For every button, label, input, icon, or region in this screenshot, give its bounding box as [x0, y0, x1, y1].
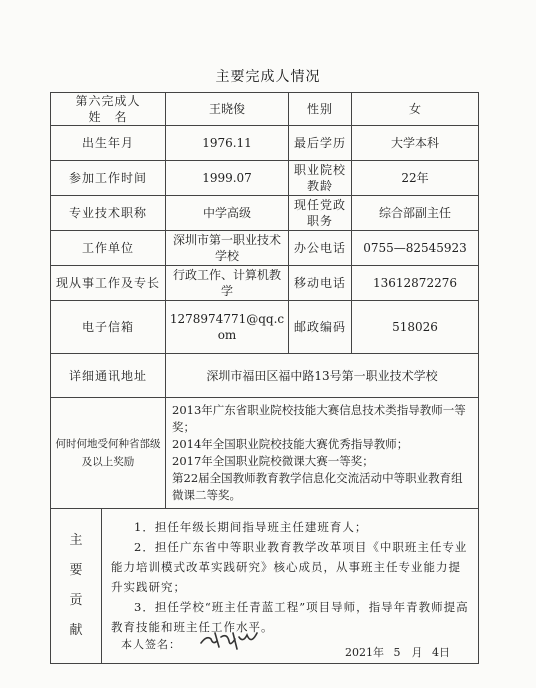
awards-label: 何时何地受何种省部级及以上奖励	[51, 398, 166, 509]
professional-title-value: 中学高级	[166, 196, 289, 231]
zip-label: 邮政编码	[289, 301, 352, 354]
teaching-years-value: 22年	[352, 161, 479, 196]
work-unit-value: 深圳市第一职业技术学校	[166, 231, 289, 266]
row-unit	[51, 231, 479, 266]
contribution-cell	[51, 509, 479, 664]
row-name	[51, 93, 479, 126]
row-email	[51, 301, 479, 354]
current-job-value: 行政工作、计算机教学	[166, 266, 289, 301]
mobile-value: 13612872276	[352, 266, 479, 301]
name-value: 王晓俊	[166, 93, 289, 126]
row-job	[51, 266, 479, 301]
sex-value: 女	[352, 93, 479, 126]
row-awards	[51, 398, 479, 509]
contribution-label-box	[51, 509, 102, 663]
email-value: 1278974771@qq.com	[166, 301, 289, 354]
birth-label: 出生年月	[51, 126, 166, 161]
contribution-item: 3．担任学校“班主任青蓝工程”项目导师，指导年青教师提高教育技能和班主任工作水平。	[111, 600, 469, 634]
work-unit-label: 工作单位	[51, 231, 166, 266]
work-start-value: 1999.07	[166, 161, 289, 196]
mobile-label: 移动电话	[289, 266, 352, 301]
education-label: 最后学历	[289, 126, 352, 161]
row-title	[51, 196, 479, 231]
party-post-label: 现任党政职务	[289, 196, 352, 231]
email-label: 电子信箱	[51, 301, 166, 354]
sex-label: 性别	[289, 93, 352, 126]
row-birth	[51, 126, 479, 161]
award-item: 第22届全国教师教育教学信息化交流活动中等职业教育组微课二等奖。	[172, 471, 463, 502]
info-table	[50, 92, 479, 664]
contribution-body	[101, 509, 478, 663]
rank-label: 第六完成人	[75, 94, 141, 108]
name-label-cell	[51, 93, 166, 126]
sign-date: 2021年 5 月 4日	[345, 646, 450, 659]
form-title: 主要完成人情况	[215, 69, 321, 85]
row-contribution	[51, 509, 479, 664]
award-item: 2017年全国职业院校微课大赛一等奖；	[172, 454, 374, 468]
birth-value: 1976.11	[166, 126, 289, 161]
handwritten-signature	[199, 629, 261, 651]
office-phone-value: 0755—82545923	[352, 231, 479, 266]
award-item: 2014年全国职业院校技能大赛优秀指导教师；	[172, 437, 409, 451]
address-label: 详细通讯地址	[51, 354, 166, 398]
contribution-text	[111, 517, 470, 637]
signature-label: 本人签名：	[121, 638, 181, 651]
address-value: 深圳市福田区福中路13号第一职业技术学校	[166, 354, 479, 398]
zip-value: 518026	[352, 301, 479, 354]
professional-title-label: 专业技术职称	[51, 196, 166, 231]
education-value: 大学本科	[352, 126, 479, 161]
row-work-start	[51, 161, 479, 196]
party-post-value: 综合部副主任	[352, 196, 479, 231]
award-item: 2013年广东省职业院校技能大赛信息技术类指导教师一等奖；	[172, 403, 466, 434]
contribution-item: 2．担任广东省中等职业教育教学改革项目《中职班主任专业能力培训模式改革实践研究》核心成员，从事班主任专业能力提升实践研究；	[111, 540, 468, 594]
teaching-years-label: 职业院校教龄	[289, 161, 352, 196]
contribution-label: 主 要 贡 献	[69, 533, 83, 638]
awards-list	[166, 398, 479, 509]
current-job-label: 现从事工作及专长	[51, 266, 166, 301]
contribution-item: 1．担任年级长期间指导班主任建班育人；	[134, 520, 368, 534]
row-address	[51, 354, 479, 398]
office-phone-label: 办公电话	[289, 231, 352, 266]
work-start-label: 参加工作时间	[51, 161, 166, 196]
name-label: 姓 名	[88, 110, 128, 124]
